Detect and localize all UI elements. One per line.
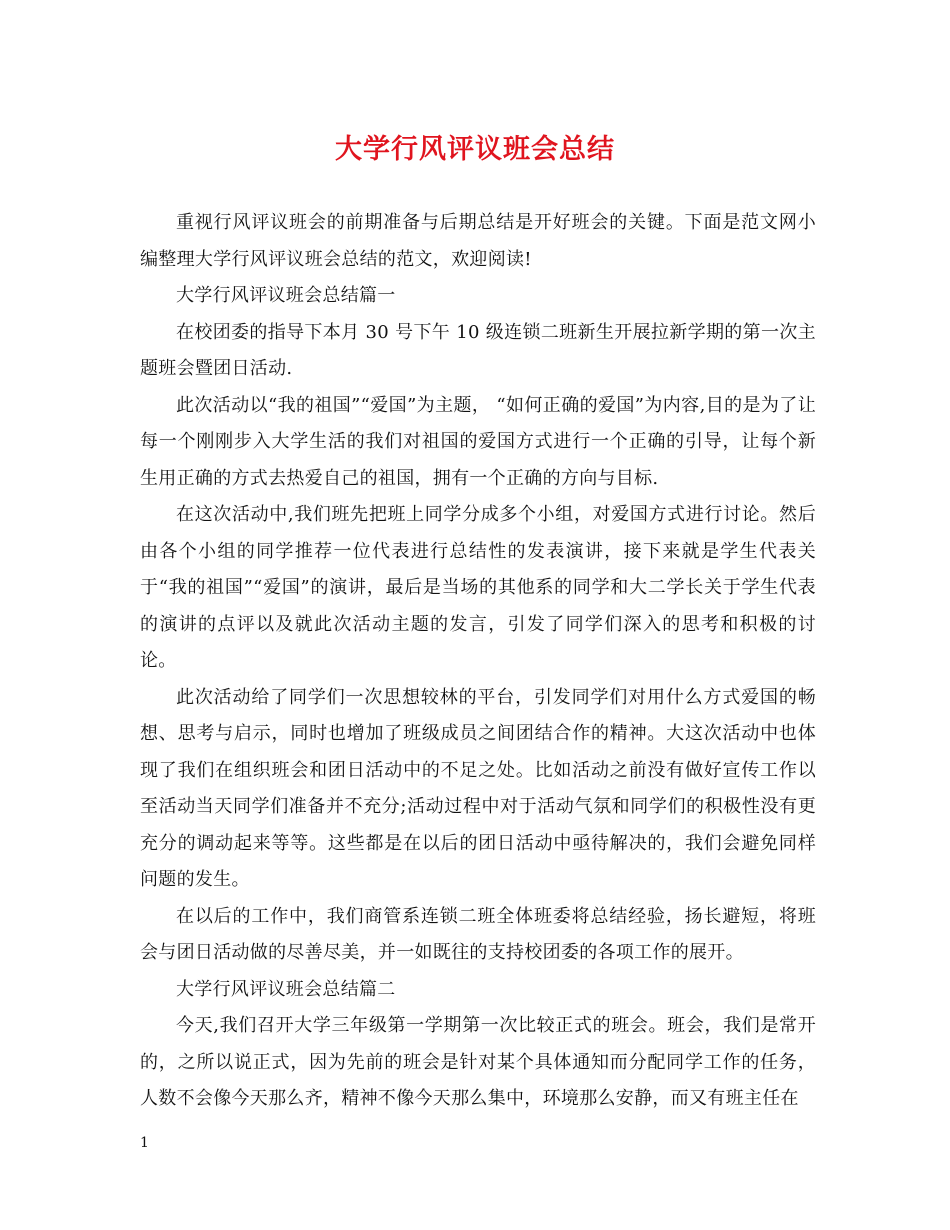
body-paragraph: 在这次活动中,我们班先把班上同学分成多个小组，对爱国方式进行讨论。然后由各个小组的同学推荐一位代表进行总结性的发表演讲，接下来就是学生代表关于“我的祖国”“爱国”的演讲，最后是当场的其他系的同学和大二学长关于学生代表的演讲的点评以及就此次活动主题的发言，引发了同学们深入的思考和积极的讨论。: [140, 504, 816, 671]
page-title: 大学行风评议班会总结: [335, 134, 615, 165]
intro-paragraph: 重视行风评议班会的前期准备与后期总结是开好班会的关键。下面是范文网小编整理大学行风评议班会总结的范文，欢迎阅读!: [140, 212, 816, 270]
section-heading-part-one: 大学行风评议班会总结篇一: [176, 285, 396, 306]
body-paragraph: 今天,我们召开大学三年级第一学期第一次比较正式的班会。班会，我们是常开的，之所以说正式，因为先前的班会是针对某个具体通知而分配同学工作的任务，人数不会像今天那么齐，精神不像今天那么集中，环境那么安静，而又有班主任在: [140, 1015, 816, 1109]
page-number: 1: [140, 1135, 149, 1151]
document-body: [140, 205, 816, 1118]
section-heading-part-two: 大学行风评议班会总结篇二: [176, 978, 396, 1000]
body-paragraph: 在校团委的指导下本月 30 号下午 10 级连锁二班新生开展拉新学期的第一次主题班会暨团日活动.: [140, 321, 816, 379]
body-paragraph: 此次活动以“我的祖国”“爱国”为主题， “如何正确的爱国”为内容,目的是为了让每一个刚刚步入大学生活的我们对祖国的爱国方式进行一个正确的引导，让每个新生用正确的方式去热爱自己的祖国，拥有一个正确的方向与目标.: [140, 394, 816, 489]
body-paragraph: 此次活动给了同学们一次思想较林的平台，引发同学们对用什么方式爱国的畅想、思考与启示，同时也增加了班级成员之间团结合作的精神。大这次活动中也体现了我们在组织班会和团日活动中的不足之处。比如活动之前没有做好宣传工作以至活动当天同学们准备并不充分;活动过程中对于活动气氛和同学们的积极性没有更充分的调动起来等等。这些都是在以后的团日活动中亟待解决的，我们会避免同样问题的发生。: [140, 686, 816, 890]
body-paragraph: 在以后的工作中，我们商管系连锁二班全体班委将总结经验，扬长避短，将班会与团日活动做的尽善尽美，并一如既往的支持校团委的各项工作的展开。: [140, 905, 816, 963]
